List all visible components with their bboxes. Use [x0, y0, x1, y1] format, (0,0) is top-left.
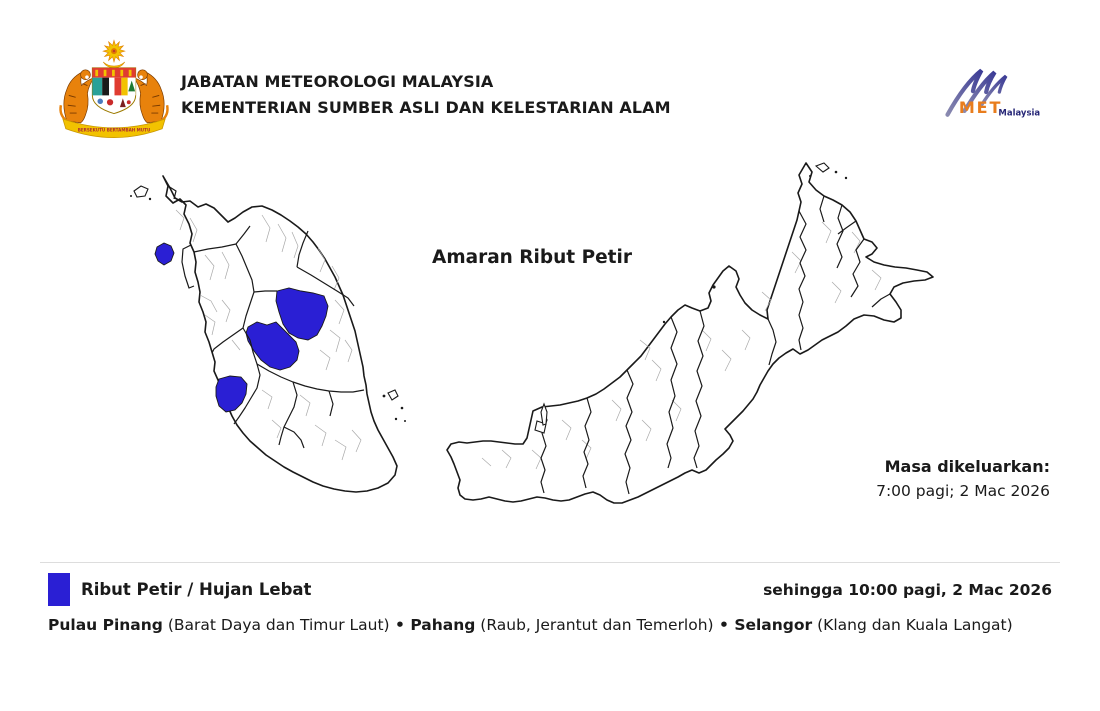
warning-title: Amaran Ribut Petir	[432, 247, 632, 268]
area-districts: (Klang dan Kuala Langat)	[812, 616, 1013, 634]
valid-until-label: sehingga 10:00 pagi, 2 Mac 2026	[763, 580, 1052, 599]
warning-legend	[48, 573, 1052, 606]
area-districts: (Barat Daya dan Timur Laut)	[162, 616, 390, 634]
crest-motto-text: BERSEKUTU BERTAMBAH MUTU	[77, 127, 151, 133]
issued-time-block	[876, 455, 1050, 503]
met-logo-text: MET	[958, 97, 1003, 117]
issued-time: 7:00 pagi; 2 Mac 2026	[876, 482, 1050, 500]
area-separator: •	[713, 616, 735, 634]
affected-areas-text	[48, 613, 1052, 638]
area-state: Pulau Pinang	[48, 616, 163, 634]
borneo-coastline	[447, 163, 933, 503]
met-logo-suffix: Malaysia	[998, 107, 1041, 118]
section-divider	[40, 562, 1060, 563]
district-pulau-pinang-highlight	[155, 243, 174, 265]
peninsular-malaysia-map	[130, 176, 406, 492]
warning-color-swatch	[48, 573, 70, 606]
east-malaysia-map	[447, 163, 933, 503]
area-separator: •	[389, 616, 411, 634]
warning-type-label: Ribut Petir / Hujan Lebat	[81, 580, 312, 599]
issued-label: Masa dikeluarkan:	[884, 457, 1050, 476]
area-state: Pahang	[410, 616, 476, 634]
area-state: Selangor	[734, 616, 813, 634]
agency-line-2: KEMENTERIAN SUMBER ASLI DAN KELESTARIAN ALAM	[181, 98, 671, 117]
area-districts: (Raub, Jerantut dan Temerloh)	[475, 616, 714, 634]
agency-line-1: JABATAN METEOROLOGI MALAYSIA	[181, 72, 494, 91]
